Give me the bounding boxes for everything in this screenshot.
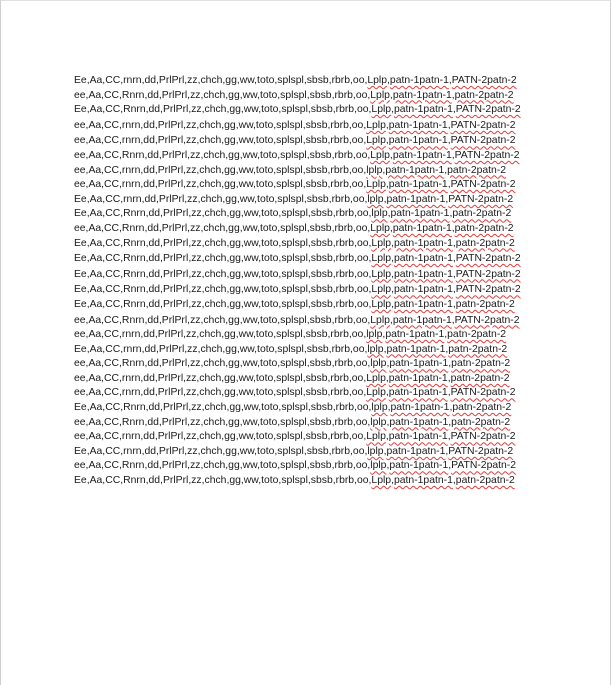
document-paragraph[interactable]: Ee,Aa,CC,rnrn,dd,PrlPrl,zz,chch,gg,ww,toto,splspl,sbsb,rbrb,oo,lplp,patn-1patn-1,PATN-2patn-2 [74, 193, 514, 205]
document-paragraph[interactable]: ee,Aa,CC,Rnrn,dd,PrlPrl,zz,chch,gg,ww,toto,splspl,sbsb,rbrb,oo,lplp,patn-1patn-1,patn-2patn-2 [74, 416, 511, 428]
document-paragraph[interactable]: ee,Aa,CC,Rnrn,dd,PrlPrl,zz,chch,gg,ww,toto,splspl,sbsb,rbrb,oo,lplp,patn-1patn-1,PATN-2patn-2 [74, 460, 517, 472]
document-paragraph[interactable]: Ee,Aa,CC,rnrn,dd,PrlPrl,zz,chch,gg,ww,toto,splspl,sbsb,rbrb,oo,lplp,patn-1patn-1,PATN-2patn-2 [74, 445, 514, 457]
document-paragraph[interactable]: Ee,Aa,CC,Rnrn,dd,PrlPrl,zz,chch,gg,ww,toto,splspl,sbsb,rbrb,oo,Lplp,patn-1patn-1,patn-2patn-2 [74, 237, 515, 249]
document-paragraph[interactable]: ee,Aa,CC,Rnrn,dd,PrlPrl,zz,chch,gg,ww,toto,splspl,sbsb,rbrb,oo,Lplp,patn-1patn-1,patn-2patn-2 [74, 89, 514, 101]
document-paragraph[interactable]: ee,Aa,CC,rnrn,dd,PrlPrl,zz,chch,gg,ww,toto,splspl,sbsb,rbrb,oo,lplp,patn-1patn-1,patn-2patn-2 [74, 164, 507, 176]
document-paragraph[interactable]: Ee,Aa,CC,rnrn,dd,PrlPrl,zz,chch,gg,ww,toto,splspl,sbsb,rbrb,oo,lplp,patn-1patn-1,patn-2patn-2 [74, 343, 508, 355]
document-body[interactable] [74, 74, 544, 489]
document-paragraph[interactable]: Ee,Aa,CC,Rnrn,dd,PrlPrl,zz,chch,gg,ww,toto,splspl,sbsb,rbrb,oo,Lplp,patn-1patn-1,PATN-2patn-2 [74, 253, 521, 265]
document-paragraph[interactable]: ee,Aa,CC,rnrn,dd,PrlPrl,zz,chch,gg,ww,toto,splspl,sbsb,rbrb,oo,Lplp,patn-1patn-1,PATN-2patn-2 [74, 179, 516, 191]
document-paragraph[interactable]: ee,Aa,CC,rnrn,dd,PrlPrl,zz,chch,gg,ww,toto,splspl,sbsb,rbrb,oo,Lplp,patn-1patn-1,patn-2patn-2 [74, 372, 510, 384]
document-paragraph[interactable]: Ee,Aa,CC,Rnrn,dd,PrlPrl,zz,chch,gg,ww,toto,splspl,sbsb,rbrb,oo,Lplp,patn-1patn-1,patn-2patn-2 [74, 475, 515, 487]
document-paragraph[interactable]: ee,Aa,CC,Rnrn,dd,PrlPrl,zz,chch,gg,ww,toto,splspl,sbsb,rbrb,oo,Lplp,patn-1patn-1,patn-2patn-2 [74, 222, 514, 234]
document-paragraph[interactable]: Ee,Aa,CC,Rnrn,dd,PrlPrl,zz,chch,gg,ww,toto,splspl,sbsb,rbrb,oo,lplp,patn-1patn-1,patn-2patn-2 [74, 208, 512, 220]
document-paragraph[interactable]: Ee,Aa,CC,Rnrn,dd,PrlPrl,zz,chch,gg,ww,toto,splspl,sbsb,rbrb,oo,Lplp,patn-1patn-1,PATN-2patn-2 [74, 104, 521, 116]
document-paragraph[interactable]: Ee,Aa,CC,Rnrn,dd,PrlPrl,zz,chch,gg,ww,toto,splspl,sbsb,rbrb,oo,Lplp,patn-1patn-1,PATN-2patn-2 [74, 268, 521, 280]
document-paragraph[interactable]: ee,Aa,CC,Rnrn,dd,PrlPrl,zz,chch,gg,ww,toto,splspl,sbsb,rbrb,oo,lplp,patn-1patn-1,patn-2patn-2 [74, 358, 511, 370]
document-paragraph[interactable]: ee,Aa,CC,Rnrn,dd,PrlPrl,zz,chch,gg,ww,toto,splspl,sbsb,rbrb,oo,Lplp,patn-1patn-1,PATN-2patn-2 [74, 149, 520, 161]
document-paragraph[interactable]: ee,Aa,CC,rnrn,dd,PrlPrl,zz,chch,gg,ww,toto,splspl,sbsb,rbrb,oo,Lplp,patn-1patn-1,PATN-2patn-2 [74, 119, 516, 131]
document-paragraph[interactable]: ee,Aa,CC,Rnrn,dd,PrlPrl,zz,chch,gg,ww,toto,splspl,sbsb,rbrb,oo,Lplp,patn-1patn-1,PATN-2patn-2 [74, 314, 520, 326]
document-paragraph[interactable]: ee,Aa,CC,rnrn,dd,PrlPrl,zz,chch,gg,ww,toto,splspl,sbsb,rbrb,oo,Lplp,patn-1patn-1,PATN-2patn-2 [74, 135, 516, 147]
document-paragraph[interactable]: ee,Aa,CC,rnrn,dd,PrlPrl,zz,chch,gg,ww,toto,splspl,sbsb,rbrb,oo,lplp,patn-1patn-1,patn-2patn-2 [74, 329, 507, 341]
document-paragraph[interactable]: Ee,Aa,CC,Rnrn,dd,PrlPrl,zz,chch,gg,ww,toto,splspl,sbsb,rbrb,oo,Lplp,patn-1patn-1,patn-2patn-2 [74, 298, 515, 310]
document-paragraph[interactable]: ee,Aa,CC,rnrn,dd,PrlPrl,zz,chch,gg,ww,toto,splspl,sbsb,rbrb,oo,Lplp,patn-1patn-1,PATN-2patn-2 [74, 387, 516, 399]
document-paragraph[interactable]: Ee,Aa,CC,rnrn,dd,PrlPrl,zz,chch,gg,ww,toto,splspl,sbsb,rbrb,oo,Lplp,patn-1patn-1,PATN-2patn-2 [74, 75, 517, 86]
document-paragraph[interactable]: Ee,Aa,CC,Rnrn,dd,PrlPrl,zz,chch,gg,ww,toto,splspl,sbsb,rbrb,oo,Lplp,patn-1patn-1,PATN-2patn-2 [74, 284, 521, 296]
document-paragraph[interactable]: ee,Aa,CC,rnrn,dd,PrlPrl,zz,chch,gg,ww,toto,splspl,sbsb,rbrb,oo,Lplp,patn-1patn-1,PATN-2patn-2 [74, 431, 516, 443]
document-paragraph[interactable]: Ee,Aa,CC,Rnrn,dd,PrlPrl,zz,chch,gg,ww,toto,splspl,sbsb,rbrb,oo,lplp,patn-1patn-1,patn-2patn-2 [74, 402, 512, 414]
